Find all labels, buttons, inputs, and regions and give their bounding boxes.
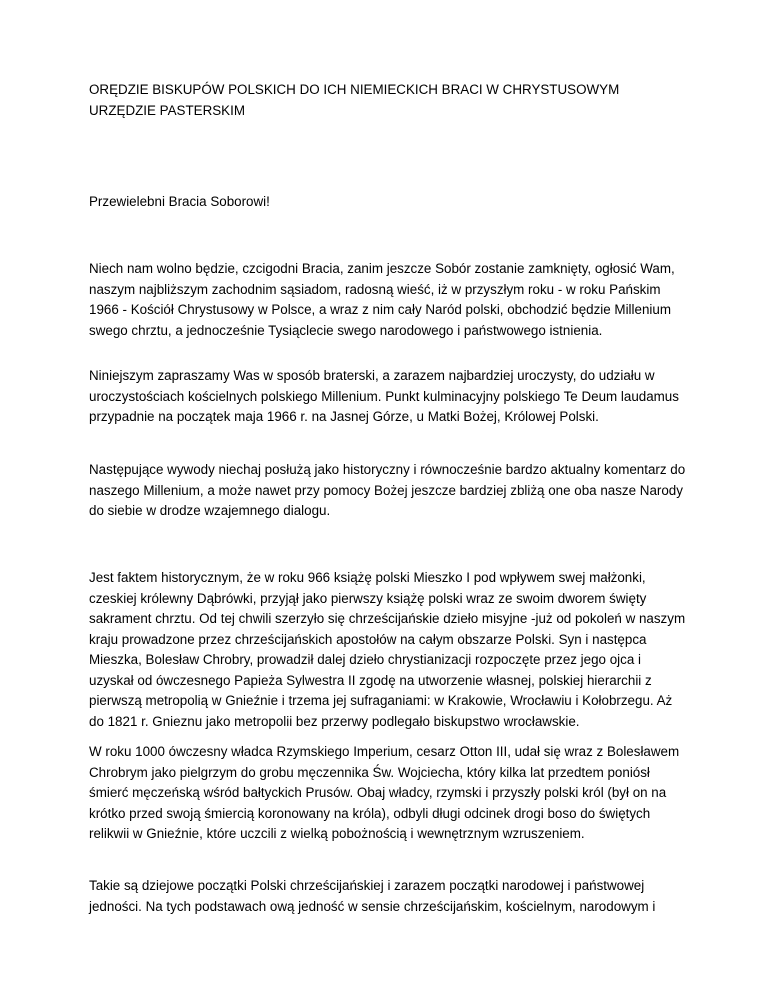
- paragraph: Niech nam wolno będzie, czcigodni Bracia, zanim jeszcze Sobór zostanie zamknięty, ogłosić Wam, naszym najbliższym zachodnim sąsiadom, radosną wieść, iż w przyszłym roku - w roku Pańskim 1966 - Kościół Chrystusowy w Polsce, a wraz z nim cały Naród polski, obchodzić będzie Millenium swego chrztu, a jednocześnie Tysiąclecie swego narodowego i państwowego istnienia.: [89, 261, 675, 338]
- paragraph: W roku 1000 ówczesny władca Rzymskiego Imperium, cesarz Otton III, udał się wraz z Bolesławem Chrobrym jako pielgrzym do grobu męczennika Św. Wojciecha, który kilka lat przedtem poniósł śmierć męczeńską wśród bałtyckich Prusów. Obaj władcy, rzymski i przyszły polski król (był on na krótko przed swoją śmiercią koronowany na króla), odbyli długi odcinek drogi boso do świętych relikwii w Gnieźnie, które uczcili z wielką pobożnością i wewnętrznym wzruszeniem.: [89, 744, 680, 841]
- paragraph: Takie są dziejowe początki Polski chrześcijańskiej i zarazem początki narodowej i państwowej jedności. Na tych podstawach ową jedność w sensie chrześcijańskim, kościelnym, narodowym i: [89, 878, 656, 914]
- greeting: Przewielebni Bracia Soborowi!: [89, 194, 270, 209]
- document-title: ORĘDZIE BISKUPÓW POLSKICH DO ICH NIEMIECKICH BRACI W CHRYSTUSOWYM URZĘDZIE PASTERSKIM: [89, 82, 620, 118]
- paragraph: Następujące wywody niechaj posłużą jako historyczny i równocześnie bardzo aktualny komentarz do naszego Millenium, a może nawet przy pomocy Bożej jeszcze bardziej zbliżą one oba nasze Narody do siebie w drodze wzajemnego dialogu.: [89, 462, 686, 518]
- paragraph: Jest faktem historycznym, że w roku 966 książę polski Mieszko I pod wpływem swej małżonki, czeskiej królewny Dąbrówki, przyjął jako pierwszy książę polski wraz ze swoim dworem święty sakrament chrztu. Od tej chwili szerzyło się chrześcijańskie dzieło misyjne -już od pokoleń w naszym kraju prowadzone przez chrześcijańskich apostołów na całym obszarze Polski. Syn i następca Mieszka, Bolesław Chrobry, prowadził dalej dzieło chrystianizacji rozpoczęte przez jego ojca i uzyskał od ówczesnego Papieża Sylwestra II zgodę na utworzenie własnej, polskiej hierarchii z pierwszą metropolią w Gnieźnie i trzema jej sufraganiami: w Krakowie, Wrocławiu i Kołobrzegu. Aż do 1821 r. Gnieznu jako metropolii bez przerwy podlegało biskupstwo wrocławskie.: [89, 570, 686, 729]
- paragraph: Niniejszym zapraszamy Was w sposób braterski, a zarazem najbardziej uroczysty, do udziału w uroczystościach kościelnych polskiego Millenium. Punkt kulminacyjny polskiego Te Deum laudamus przypadnie na początek maja 1966 r. na Jasnej Górze, u Matki Bożej, Królowej Polski.: [89, 368, 679, 424]
- document-page: [89, 80, 689, 914]
